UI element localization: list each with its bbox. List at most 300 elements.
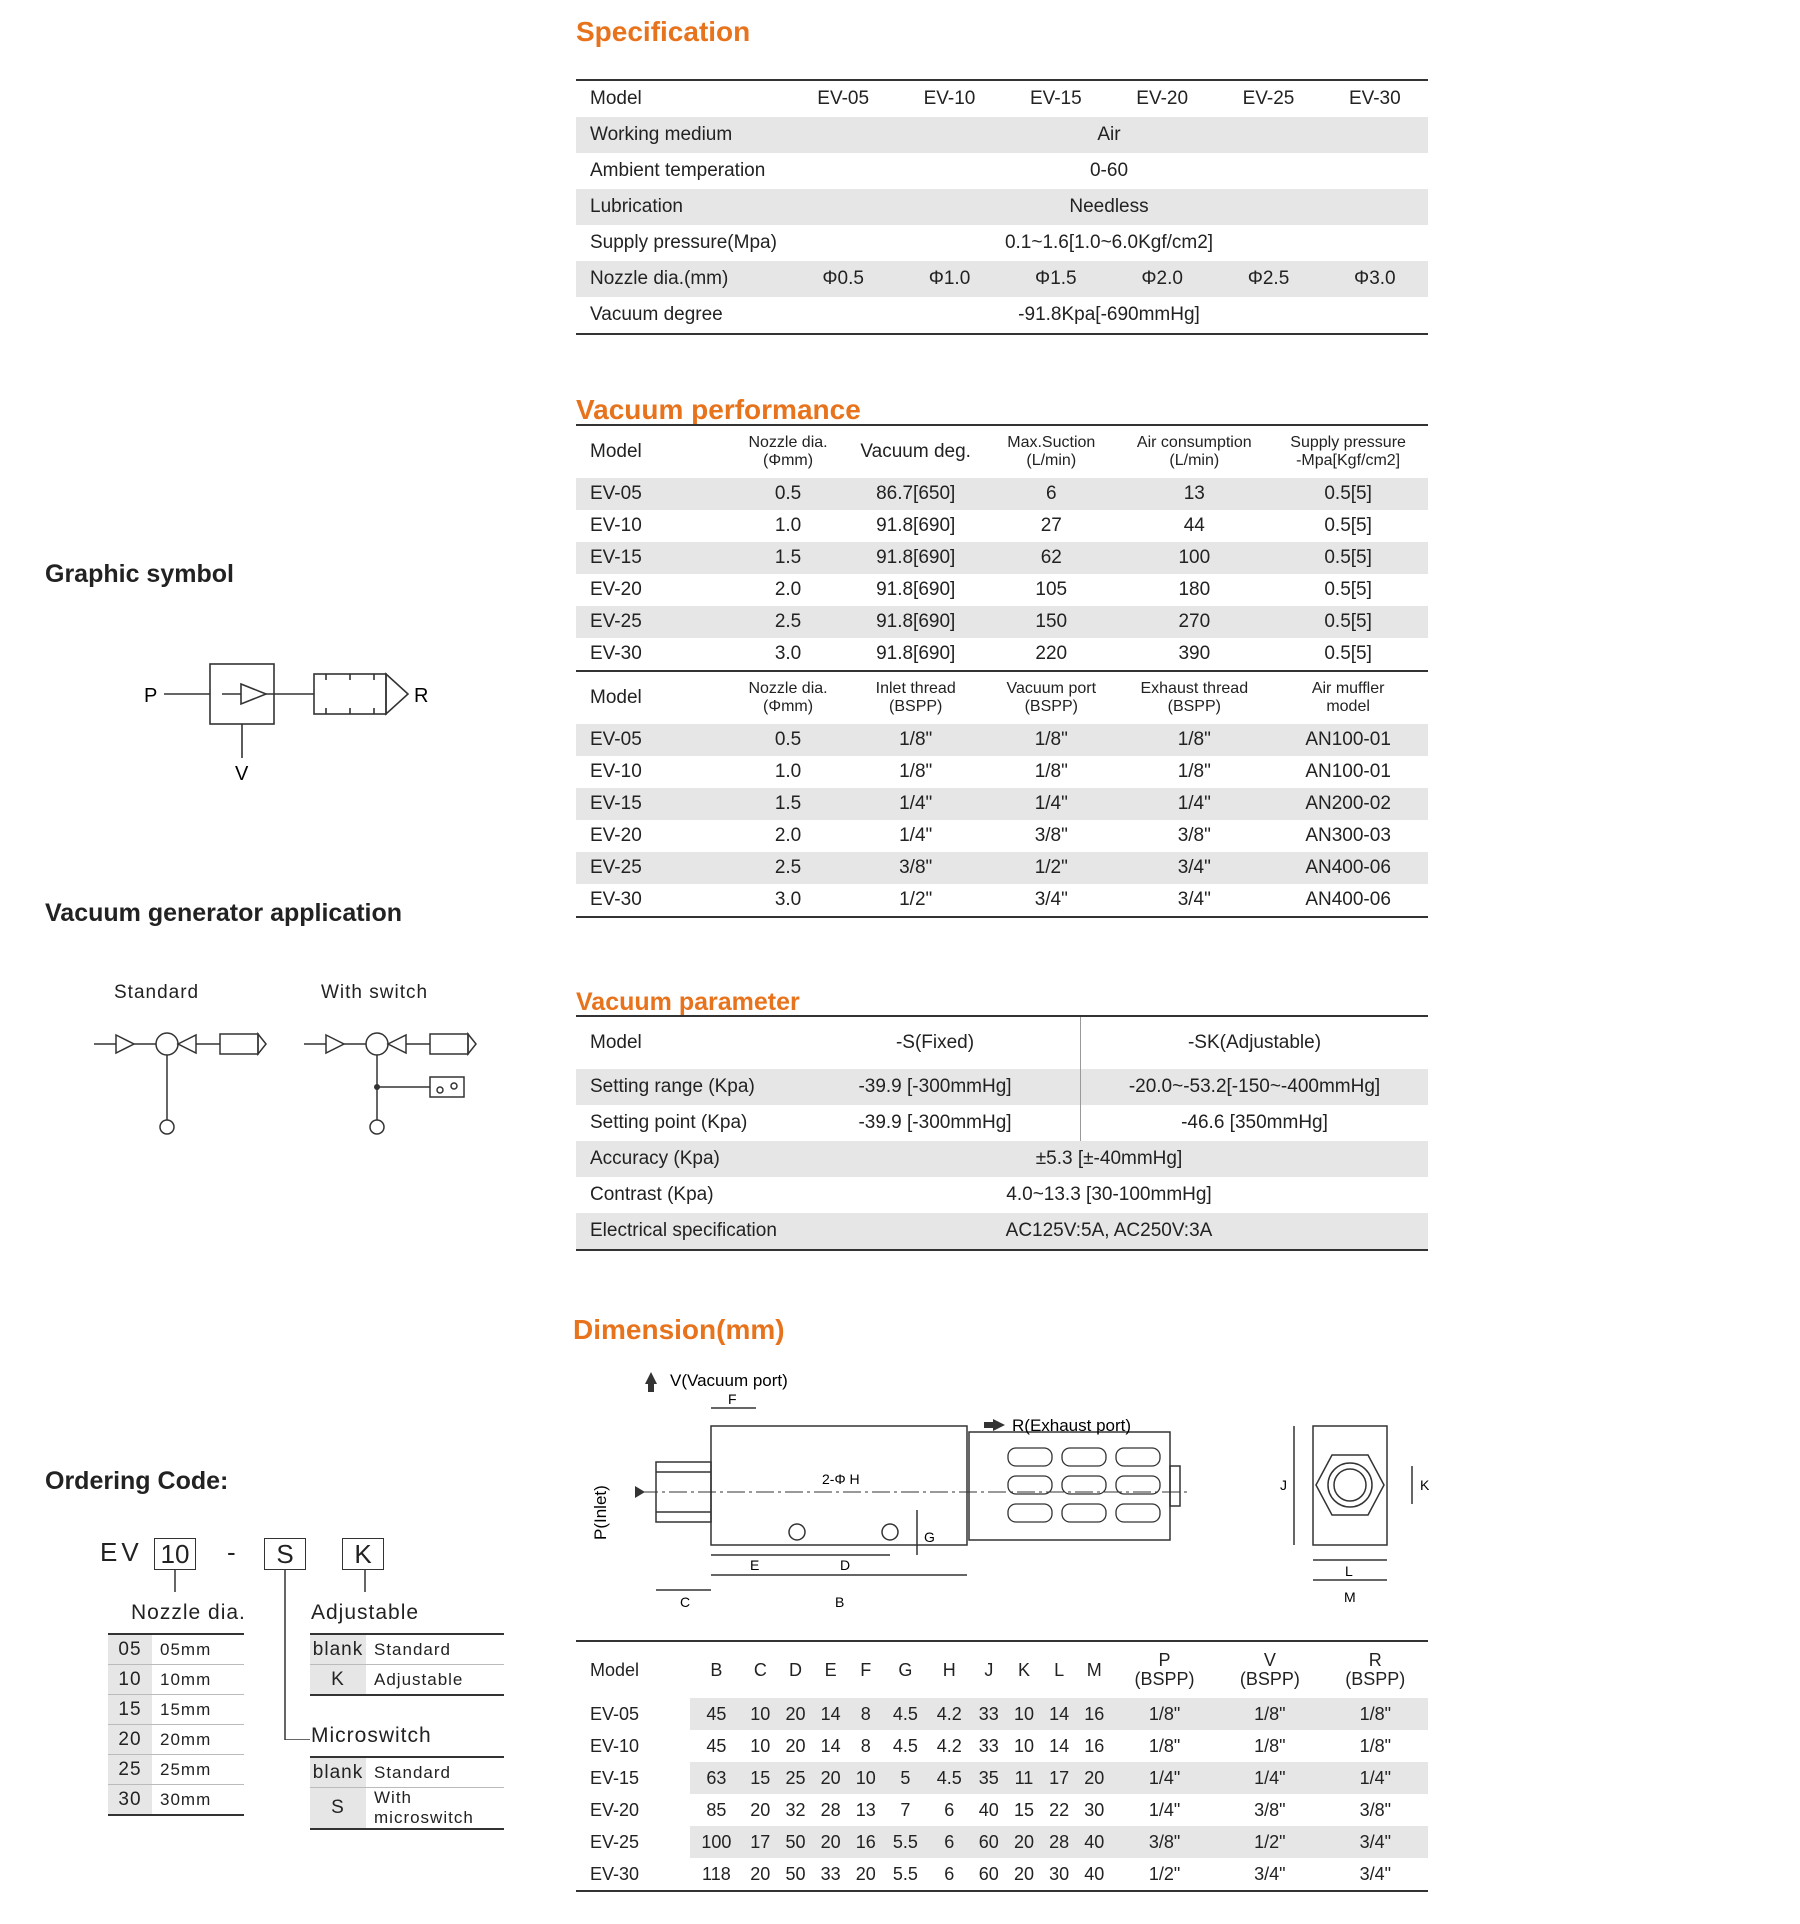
standard-label: Standard (114, 982, 200, 1003)
spec-nozzle-value: Φ0.5 (822, 268, 864, 289)
graphic-symbol (140, 650, 440, 790)
code-key: 10 (108, 1665, 152, 1695)
perf-cell: AN400-06 (1305, 889, 1391, 910)
dim-cell: 1/8" (1217, 1698, 1322, 1730)
code-key: 20 (108, 1725, 152, 1755)
perf-cell: 27 (1040, 515, 1062, 536)
spec-row-value: 0.1~1.6[1.0~6.0Kgf/cm2] (1004, 232, 1214, 253)
spec-header-model-col: EV-25 (1242, 88, 1295, 109)
dim-cell: 6 (944, 1799, 955, 1820)
microswitch-label: Microswitch (311, 1724, 432, 1747)
perf-cell: EV-05 (590, 483, 642, 504)
spec-row-label: Vacuum degree (590, 304, 723, 325)
dim-header: E (824, 1659, 837, 1680)
dim-header: D (788, 1659, 802, 1680)
dim-cell: 45 (706, 1735, 727, 1756)
perf-title: Vacuum performance (576, 394, 861, 425)
param-row-value: ±5.3 [±-40mmHg] (1035, 1148, 1183, 1169)
perf-header: Inlet thread (BSPP) (875, 680, 956, 715)
table-row (576, 1177, 1428, 1213)
code-key: K (310, 1665, 366, 1696)
dim-cell: 1/8" (1148, 1735, 1181, 1756)
dim-cell: 6 (944, 1863, 955, 1884)
perf-cell: 86.7[650] (876, 483, 956, 504)
perf-cell: AN200-02 (1305, 793, 1391, 814)
dim-cell: 3/4" (1323, 1826, 1428, 1858)
table-row (576, 638, 1428, 671)
perf-cell: EV-10 (590, 515, 642, 536)
code-row (310, 1634, 504, 1665)
code-desc: Adjustable (374, 1669, 464, 1689)
code-desc: With microswitch (374, 1788, 474, 1827)
dim-b-label: B (835, 1594, 845, 1610)
dim-cell: 33 (971, 1698, 1006, 1730)
dim-cell: 32 (785, 1799, 806, 1820)
perf-cell: 3/4" (1177, 857, 1211, 878)
microswitch-code-table (310, 1756, 504, 1830)
table-row (576, 606, 1428, 638)
perf-cell: 220 (1035, 643, 1068, 664)
spec-row-value: 0-60 (1089, 160, 1129, 181)
table-row (576, 478, 1428, 510)
dim-cell: 25 (778, 1762, 813, 1794)
dim-header: K (1017, 1659, 1030, 1680)
table-row (576, 1016, 1428, 1069)
dim-cell: 85 (706, 1799, 727, 1820)
dim-cell: 10 (848, 1762, 883, 1794)
perf-cell: AN300-03 (1305, 825, 1391, 846)
perf-cell: 0.5[5] (1324, 547, 1372, 568)
dim-cell: 33 (978, 1735, 999, 1756)
dim-cell: 4.5 (892, 1735, 918, 1756)
perf-cell: 0.5[5] (1324, 483, 1372, 504)
perf-header: Max.Suction (L/min) (1007, 434, 1096, 469)
dim-cell: 14 (820, 1735, 841, 1756)
table-row (576, 671, 1428, 724)
perf-cell: 0.5[5] (1324, 579, 1372, 600)
exhaust-port-label: R(Exhaust port) (1012, 1416, 1132, 1435)
dim-cell: 60 (971, 1826, 1006, 1858)
dim-cell: 14 (1042, 1698, 1077, 1730)
table-row (576, 1762, 1428, 1794)
spec-nozzle-value: Φ1.0 (928, 268, 971, 289)
dim-header: J (984, 1659, 994, 1680)
dim-cell: 5.5 (883, 1826, 927, 1858)
perf-cell: EV-30 (590, 889, 642, 910)
perf-cell: 91.8[690] (876, 547, 956, 568)
code-row (108, 1785, 244, 1816)
perf-cell: 0.5 (774, 483, 802, 504)
spec-nozzle-value: Φ1.5 (1035, 268, 1077, 289)
perf-cell: 3.0 (774, 889, 802, 910)
dim-cell: 1/8" (1323, 1698, 1428, 1730)
spec-row-value: -91.8Kpa[-690mmHg] (1018, 304, 1200, 325)
dim-cell: 14 (1049, 1735, 1070, 1756)
dim-cell: 1/8" (1254, 1735, 1286, 1756)
code-key: blank (310, 1757, 366, 1788)
dim-cell: 16 (1077, 1698, 1112, 1730)
dim-table (576, 1640, 1428, 1892)
adjustable-label: Adjustable (311, 1601, 420, 1624)
perf-cell: 270 (1178, 611, 1211, 632)
perf-cell: AN100-01 (1305, 729, 1391, 750)
param-title: Vacuum parameter (576, 988, 800, 1016)
perf-cell: 2.0 (774, 579, 802, 600)
perf-cell: 1/4" (1034, 793, 1068, 814)
dim-cell: 15 (743, 1762, 778, 1794)
dim-header: C (753, 1659, 767, 1680)
perf-cell: 390 (1178, 643, 1211, 664)
hole-label: 2-Φ H (822, 1471, 860, 1487)
dim-cell: EV-15 (590, 1767, 640, 1788)
dim-header: R (BSPP) (1345, 1650, 1406, 1689)
dim-cell: 11 (1006, 1762, 1041, 1794)
table-row (576, 852, 1428, 884)
perf-cell: 1/8" (1177, 761, 1211, 782)
table-row (576, 1698, 1428, 1730)
dim-cell: 4.5 (883, 1698, 927, 1730)
dim-cell: 3/8" (1359, 1799, 1391, 1820)
table-row (576, 756, 1428, 788)
nozzle-code-table (108, 1633, 244, 1816)
ordering-prefix: EV (100, 1537, 143, 1567)
perf-cell: 105 (1035, 579, 1068, 600)
perf-cell: 1/4" (899, 793, 933, 814)
adjustable-code-table (310, 1633, 504, 1696)
perf-cell: 1.5 (774, 793, 802, 814)
spec-header-model-col: EV-15 (1029, 88, 1082, 109)
dim-cell: 10 (1006, 1698, 1041, 1730)
ordering-dash: - (227, 1537, 236, 1567)
table-row (576, 153, 1428, 189)
dim-cell: EV-20 (590, 1799, 640, 1820)
dim-cell: 10 (750, 1735, 771, 1756)
perf-cell: 0.5[5] (1324, 611, 1372, 632)
dim-cell: 60 (978, 1863, 999, 1884)
code-key: S (310, 1788, 366, 1830)
dim-f-label: F (728, 1391, 737, 1407)
dim-c-label: C (680, 1594, 691, 1610)
perf-cell: 0.5[5] (1324, 643, 1372, 664)
code-row (108, 1725, 244, 1755)
code-desc: 25mm (160, 1759, 212, 1779)
dim-cell: 22 (1049, 1799, 1070, 1820)
table-row (576, 510, 1428, 542)
code-row (310, 1788, 504, 1830)
perf-cell: 13 (1183, 483, 1205, 504)
dim-cell: 50 (778, 1826, 813, 1858)
dim-cell: 3/8" (1112, 1826, 1217, 1858)
dim-cell: 1/2" (1148, 1863, 1181, 1884)
perf-cell: 1/8" (1034, 761, 1068, 782)
table-row (576, 820, 1428, 852)
dim-cell: 20 (750, 1863, 771, 1884)
dim-header: H (942, 1659, 956, 1680)
perf-cell: 1/2" (899, 889, 933, 910)
table-row (576, 189, 1428, 225)
perf-cell: 1/8" (1177, 729, 1211, 750)
perf-cell: 3/8" (1177, 825, 1211, 846)
param-row-label: Contrast (Kpa) (590, 1184, 714, 1205)
spec-nozzle-value: Φ2.0 (1141, 268, 1183, 289)
dim-cell: 3/4" (1359, 1863, 1391, 1884)
dimension-drawing (580, 1370, 1430, 1620)
code-row (310, 1665, 504, 1696)
perf-cell: EV-05 (590, 729, 642, 750)
param-row-label: Setting point (Kpa) (590, 1112, 748, 1133)
code-desc: 20mm (160, 1729, 212, 1749)
dim-cell: 20 (785, 1735, 806, 1756)
table-row (576, 788, 1428, 820)
perf-cell: EV-15 (590, 547, 642, 568)
dim-cell: 40 (1084, 1863, 1105, 1884)
perf-cell: 91.8[690] (876, 643, 956, 664)
perf-header: Air muffler model (1311, 680, 1385, 715)
dim-cell: 17 (743, 1826, 778, 1858)
dim-cell: 20 (750, 1799, 771, 1820)
perf-cell: 1.0 (774, 515, 802, 536)
code-desc: 30mm (160, 1789, 212, 1809)
code-key: 05 (108, 1634, 152, 1665)
dim-cell: 3/4" (1254, 1863, 1286, 1884)
dim-header: G (898, 1659, 913, 1680)
spec-row-label: Working medium (590, 124, 733, 145)
spec-row-label: Supply pressure(Mpa) (590, 232, 777, 253)
dim-cell: 20 (813, 1826, 848, 1858)
spec-header-model-col: EV-20 (1136, 88, 1189, 109)
dim-cell: 50 (785, 1863, 806, 1884)
perf-cell: 3.0 (774, 643, 802, 664)
perf-cell: 100 (1178, 547, 1211, 568)
spec-row-label: Ambient temperation (590, 160, 766, 181)
perf-cell: EV-20 (590, 579, 642, 600)
perf-cell: 0.5[5] (1324, 515, 1372, 536)
perf-header: Model (590, 441, 642, 462)
code-desc: 15mm (160, 1699, 212, 1719)
table-row (576, 724, 1428, 756)
perf-cell: EV-25 (590, 857, 642, 878)
perf-cell: EV-15 (590, 793, 642, 814)
inlet-label: P(Inlet) (591, 1485, 610, 1540)
param-s-value: -39.9 [-300mmHg] (790, 1105, 1081, 1141)
spec-header-model-col: EV-05 (817, 88, 870, 109)
dim-cell: EV-05 (590, 1703, 640, 1724)
table-row (576, 225, 1428, 261)
dim-cell: 28 (1042, 1826, 1077, 1858)
perf-cell: 180 (1178, 579, 1211, 600)
param-row-value: 4.0~13.3 [30-100mmHg] (1006, 1184, 1212, 1205)
param-row-label: Setting range (Kpa) (590, 1076, 755, 1097)
spec-nozzle-value: Φ3.0 (1354, 268, 1396, 289)
dim-cell: 1/4" (1112, 1762, 1217, 1794)
table-row (576, 1105, 1428, 1141)
dim-cell: 5.5 (892, 1863, 918, 1884)
code-row (108, 1755, 244, 1785)
table-row (576, 1858, 1428, 1891)
dim-cell: 33 (820, 1863, 841, 1884)
perf-cell: 3/4" (1034, 889, 1068, 910)
table-row (576, 1641, 1428, 1698)
perf-header: Vacuum port (BSPP) (1006, 680, 1097, 715)
table-row (576, 80, 1428, 117)
dim-j-label: J (1280, 1477, 1287, 1493)
perf-cell: 0.5 (774, 729, 802, 750)
dim-cell: 14 (813, 1698, 848, 1730)
nozzle-label: Nozzle dia. (131, 1601, 246, 1624)
spec-row-label: Nozzle dia.(mm) (590, 268, 729, 289)
perf-cell: 91.8[690] (876, 579, 956, 600)
table-row (576, 1794, 1428, 1826)
ordering-title: Ordering Code: (45, 1467, 229, 1495)
perf-cell: 44 (1183, 515, 1205, 536)
dim-header: M (1086, 1659, 1102, 1680)
ordering-box-nozzle: 10 (154, 1538, 196, 1570)
dim-cell: 45 (690, 1698, 743, 1730)
dim-cell: 3/8" (1254, 1799, 1286, 1820)
dim-cell: 15 (1013, 1799, 1034, 1820)
code-desc: Standard (374, 1762, 451, 1782)
param-row-value: AC125V:5A, AC250V:3A (1005, 1220, 1213, 1241)
perf-cell: 1/4" (899, 825, 933, 846)
perf-header: Vacuum deg. (860, 441, 971, 462)
perf-cell: 6 (1045, 483, 1057, 504)
perf-cell: 1.0 (774, 761, 802, 782)
dim-cell: 4.2 (936, 1735, 962, 1756)
code-key: 30 (108, 1785, 152, 1816)
param-sk-value: -20.0~-53.2[-150~-400mmHg] (1128, 1076, 1381, 1097)
param-header-model: Model (590, 1032, 642, 1053)
dim-cell: 20 (1077, 1762, 1112, 1794)
dim-cell: 35 (971, 1762, 1006, 1794)
dim-cell: 8 (848, 1698, 883, 1730)
dim-e-label: E (750, 1557, 760, 1573)
dim-cell: 1/8" (1112, 1698, 1217, 1730)
dim-cell: EV-30 (590, 1863, 640, 1884)
param-s-value: -39.9 [-300mmHg] (790, 1069, 1081, 1105)
perf-cell: 3/4" (1177, 889, 1211, 910)
dim-cell: EV-10 (590, 1735, 640, 1756)
dim-cell: 10 (743, 1698, 778, 1730)
code-key: 15 (108, 1695, 152, 1725)
dim-cell: 16 (848, 1826, 883, 1858)
perf-cell: EV-10 (590, 761, 642, 782)
spec-row-value: Air (1097, 124, 1121, 145)
dim-cell: 1/2" (1217, 1826, 1322, 1858)
dim-cell: 4.5 (927, 1762, 971, 1794)
perf-cell: 62 (1040, 547, 1062, 568)
dim-k-label: K (1420, 1477, 1430, 1493)
perf-cell: 91.8[690] (876, 611, 956, 632)
code-row (108, 1695, 244, 1725)
dim-cell: 20 (778, 1698, 813, 1730)
perf-header: Exhaust thread (BSPP) (1140, 680, 1249, 715)
spec-header-model-col: EV-10 (923, 88, 976, 109)
perf-header: Model (590, 687, 642, 708)
perf-cell: 3/8" (899, 857, 933, 878)
dim-cell: 28 (820, 1799, 841, 1820)
dim-cell: 16 (1084, 1735, 1105, 1756)
dim-cell: 40 (978, 1799, 999, 1820)
param-row-label: Electrical specification (590, 1220, 777, 1241)
perf-header: Supply pressure -Mpa[Kgf/cm2] (1290, 434, 1406, 469)
code-key: blank (310, 1634, 366, 1665)
dim-header: F (860, 1659, 872, 1680)
perf-cell: 1/8" (1034, 729, 1068, 750)
perf-cell: 2.5 (774, 611, 802, 632)
table-row (576, 542, 1428, 574)
perf-header: Nozzle dia. (Φmm) (748, 680, 828, 715)
table-row (576, 1826, 1428, 1858)
dim-cell: 20 (855, 1863, 876, 1884)
dim-cell: 118 (702, 1863, 731, 1884)
perf-cell: EV-25 (590, 611, 642, 632)
dim-cell: 7 (900, 1799, 911, 1820)
symbol-v-label: V (235, 763, 249, 785)
dim-cell: 100 (690, 1826, 743, 1858)
table-row (576, 1069, 1428, 1105)
table-row (576, 261, 1428, 297)
dim-cell: 30 (1084, 1799, 1105, 1820)
code-key: 25 (108, 1755, 152, 1785)
dim-cell: 17 (1042, 1762, 1077, 1794)
symbol-p-label: P (144, 685, 158, 707)
spec-title: Specification (576, 16, 751, 47)
application-title: Vacuum generator application (45, 899, 403, 927)
param-row-label: Accuracy (Kpa) (590, 1148, 720, 1169)
dim-cell: 10 (1013, 1735, 1034, 1756)
application-diagram (90, 1020, 490, 1140)
perf-table (576, 424, 1428, 918)
spec-header-model: Model (590, 88, 642, 109)
table-row (576, 1213, 1428, 1250)
spec-header-model-col: EV-30 (1348, 88, 1401, 109)
perf-cell: EV-30 (590, 643, 642, 664)
spec-row-value: Needless (1069, 196, 1149, 217)
dim-g-label: G (924, 1529, 935, 1545)
code-row (108, 1634, 244, 1665)
param-table (576, 1015, 1428, 1251)
code-row (108, 1665, 244, 1695)
perf-cell: 2.5 (774, 857, 802, 878)
ordering-box-micro: S (264, 1538, 306, 1570)
dim-cell: 6 (927, 1826, 971, 1858)
dim-cell: 40 (1077, 1826, 1112, 1858)
perf-cell: 150 (1035, 611, 1068, 632)
dim-cell: 20 (813, 1762, 848, 1794)
with-switch-label: With switch (321, 982, 429, 1003)
param-sk-value: -46.6 [350mmHg] (1181, 1112, 1328, 1133)
table-row (576, 425, 1428, 478)
dim-cell: 8 (860, 1735, 871, 1756)
code-desc: 10mm (160, 1669, 212, 1689)
perf-cell: 91.8[690] (876, 515, 956, 536)
table-row (576, 574, 1428, 606)
spec-row-label: Lubrication (590, 196, 683, 217)
dim-d-label: D (840, 1557, 851, 1573)
perf-header: Nozzle dia. (Φmm) (748, 434, 828, 469)
perf-cell: 1/2" (1034, 857, 1068, 878)
dim-header: L (1054, 1659, 1065, 1680)
dim-cell: 63 (690, 1762, 743, 1794)
perf-cell: 2.0 (774, 825, 802, 846)
perf-cell: AN400-06 (1305, 857, 1391, 878)
dim-l-label: L (1345, 1563, 1353, 1579)
param-header-sk: -SK(Adjustable) (1187, 1032, 1322, 1053)
dim-header: B (710, 1659, 723, 1680)
graphic-title: Graphic symbol (45, 560, 234, 588)
spec-nozzle-value: Φ2.5 (1247, 268, 1290, 289)
table-row (576, 117, 1428, 153)
